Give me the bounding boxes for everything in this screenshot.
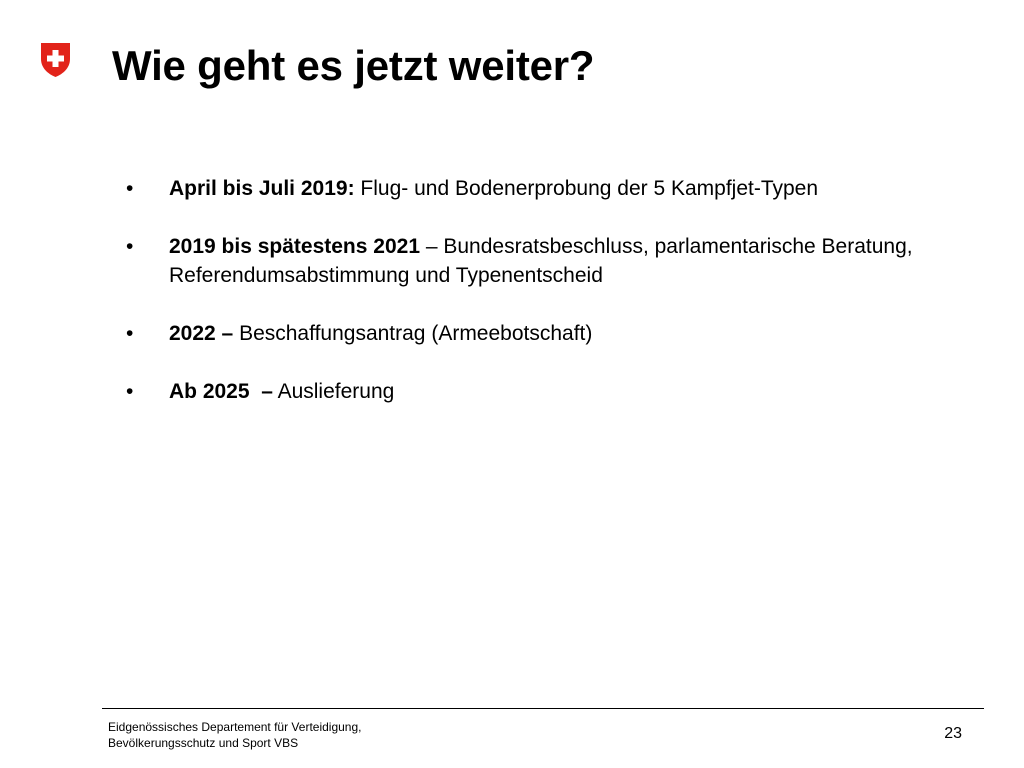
bullet-text bbox=[169, 174, 926, 203]
bullet-body-text: Flug- und Bodenerprobung der 5 Kampfjet-Typen bbox=[354, 177, 819, 200]
bullet-text bbox=[169, 319, 926, 348]
swiss-cross-shield-icon bbox=[40, 42, 71, 78]
bullet-marker: • bbox=[126, 322, 134, 345]
footer-org-line-1: Eidgenössisches Departement für Verteidigung, bbox=[108, 720, 362, 734]
page-number: 23 bbox=[944, 725, 962, 742]
bullet-item bbox=[126, 174, 926, 203]
footer-org-line-2: Bevölkerungsschutz und Sport VBS bbox=[108, 736, 299, 750]
bullet-bold-text: 2019 bis spätestens 2021 bbox=[169, 235, 420, 258]
bullet-text bbox=[169, 232, 926, 290]
bullet-marker: • bbox=[126, 235, 134, 258]
bullet-body-text: Beschaffungsantrag (Armeebotschaft) bbox=[233, 322, 593, 345]
bullet-bold-text: April bis Juli 2019: bbox=[169, 177, 355, 200]
bullet-marker: • bbox=[126, 177, 134, 200]
bullet-body-text: – Bundesratsbeschluss, parlamentarische Beratung, Referendumsabstimmung und Typenentscheid bbox=[169, 235, 913, 287]
bullet-marker: • bbox=[126, 380, 134, 403]
bullet-item bbox=[126, 319, 926, 348]
bullet-bold-text: 2022 – bbox=[169, 322, 234, 345]
slide-title: Wie geht es jetzt weiter? bbox=[112, 42, 595, 89]
bullet-bold-text: Ab 2025 – bbox=[169, 380, 273, 403]
bullet-text bbox=[169, 377, 926, 406]
footer-organization bbox=[108, 719, 361, 751]
bullet-item bbox=[126, 377, 926, 406]
bullet-list bbox=[126, 174, 926, 435]
bullet-body-text: Auslieferung bbox=[272, 380, 395, 403]
footer-divider bbox=[102, 708, 984, 709]
bullet-item bbox=[126, 232, 926, 290]
